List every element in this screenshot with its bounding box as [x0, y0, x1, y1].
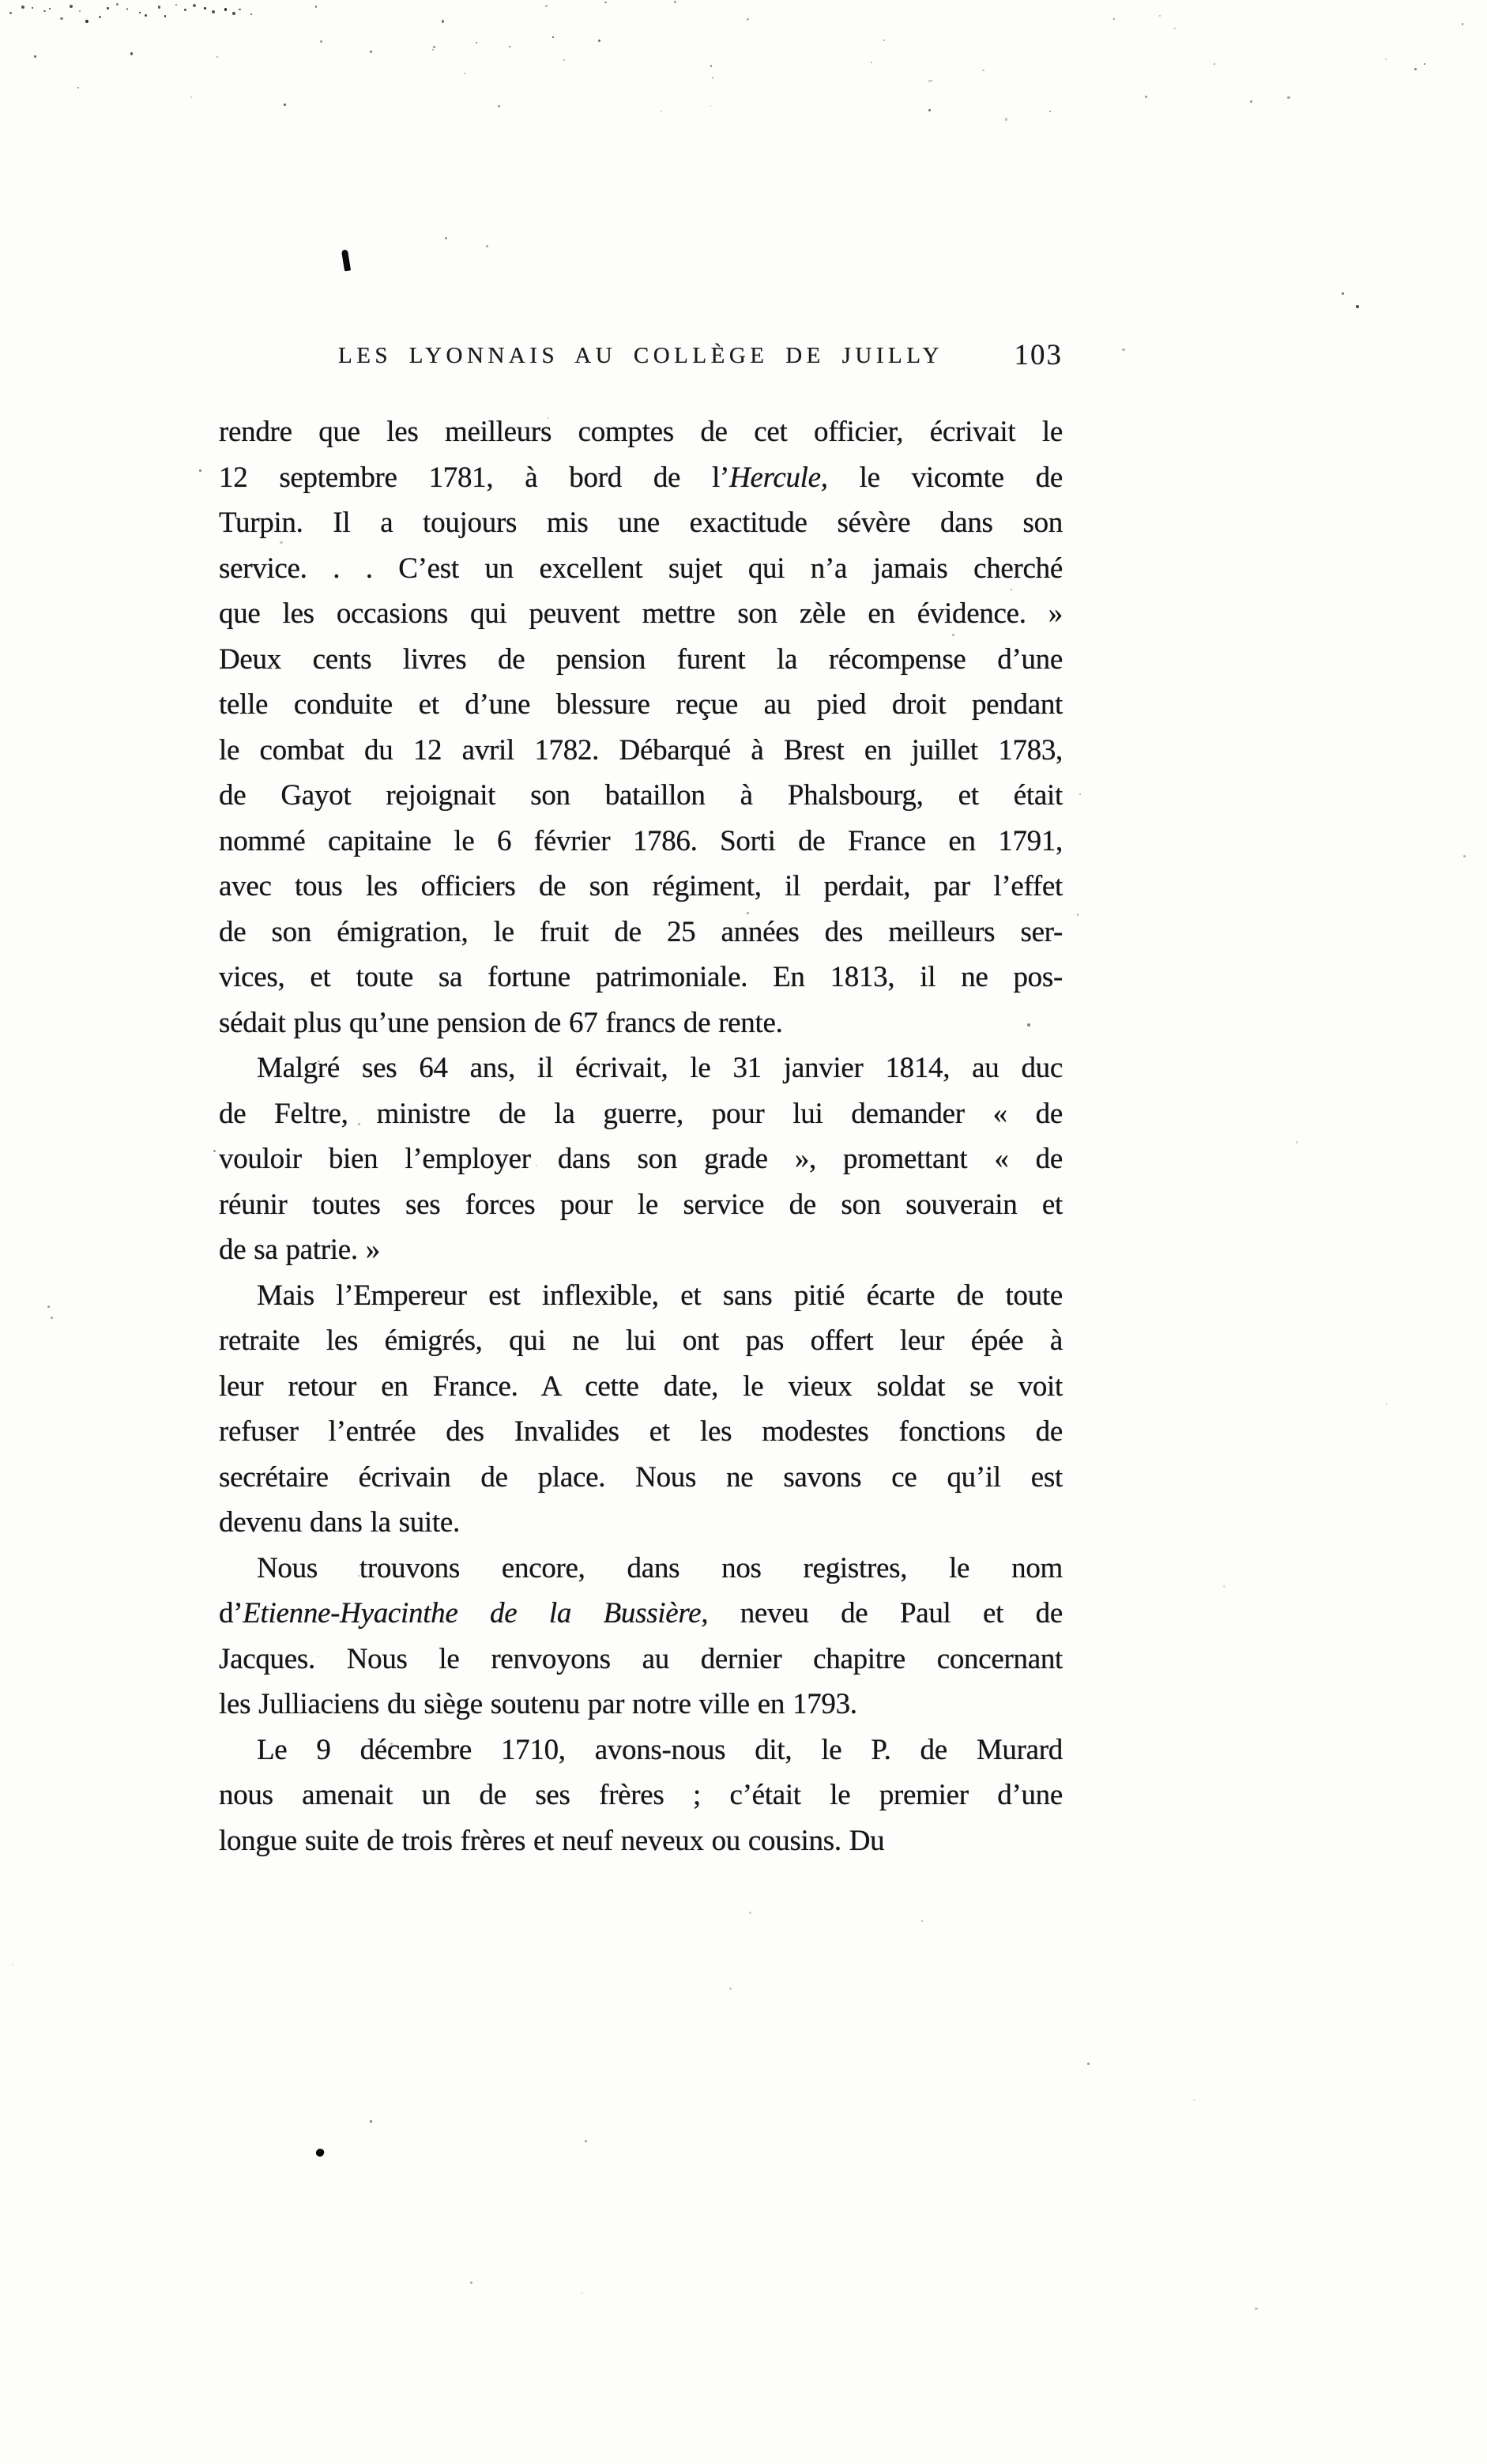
ink-speck: [107, 7, 109, 9]
ink-speck: [1005, 118, 1007, 120]
text-segment: devenu dans la suite.: [219, 1506, 460, 1539]
ink-speck: [1223, 1585, 1225, 1588]
ink-speck: [175, 4, 177, 6]
ink-speck: [1255, 2308, 1257, 2310]
text-line: [219, 1773, 1063, 1818]
ink-speck: [604, 2, 606, 3]
text-segment: avec tous les officiers de son régiment, il perdait, par l’effet: [219, 870, 1063, 902]
ink-speck: [158, 6, 160, 8]
ink-speck: [1414, 68, 1416, 70]
ink-speck: [747, 18, 749, 21]
ink-speck: [85, 20, 88, 23]
ink-speck: [21, 6, 24, 9]
ink-speck: [1385, 58, 1387, 60]
text-segment: telle conduite et d’une blessure reçue au pied droit pendant: [219, 688, 1063, 721]
text-segment: nommé capitaine le 6 février 1786. Sorti de France en 1791,: [219, 824, 1063, 857]
text-segment: Turpin. Il a toujours mis une exactitude sévère dans son: [219, 507, 1063, 539]
ink-speck: [12, 1964, 13, 1965]
ink-speck: [99, 16, 101, 18]
text-segment: Mais l’Empereur est inflexible, et sans pitié écarte de toute: [257, 1279, 1063, 1312]
ink-speck: [585, 2140, 587, 2142]
text-line: [219, 1364, 1063, 1410]
ink-blob: [315, 2148, 326, 2158]
text-segment: service. . . C’est un excellent sujet qui n’a jamais cherché: [219, 552, 1063, 585]
text-segment: de Gayot rejoignait son bataillon à Phalsbourg, et était: [219, 779, 1063, 812]
ink-speck: [250, 13, 252, 15]
text-segment: nous amenait un de ses frères ; c’était le premier d’une: [219, 1779, 1063, 1811]
text-line: [219, 1227, 1063, 1273]
ink-speck: [315, 6, 317, 7]
ink-speck: [1463, 855, 1466, 857]
text-line: [219, 1637, 1063, 1682]
ink-speck: [1424, 63, 1425, 65]
ink-speck: [982, 70, 984, 72]
ink-speck: [712, 77, 714, 79]
ink-speck: [921, 1920, 923, 1922]
ink-speck: [51, 1317, 53, 1319]
text-line: [219, 409, 1063, 455]
ink-speck: [883, 40, 885, 41]
text-line: [219, 1318, 1063, 1364]
ink-speck: [1122, 349, 1124, 351]
text-line: [219, 1000, 1063, 1046]
ink-speck: [34, 55, 36, 58]
running-head: [219, 340, 1063, 376]
ink-speck: [928, 80, 931, 82]
text-line: [219, 1046, 1063, 1091]
ink-speck: [598, 40, 600, 42]
ink-speck: [320, 40, 322, 43]
ink-speck: [239, 9, 241, 11]
text-segment: d’: [219, 1597, 243, 1629]
text-line: [219, 1455, 1063, 1501]
ink-speck: [1049, 111, 1051, 112]
text-line: [219, 1409, 1063, 1455]
ink-speck: [442, 20, 444, 22]
text-line: [219, 1500, 1063, 1546]
ink-speck: [552, 36, 554, 38]
ink-speck: [1077, 914, 1079, 915]
ink-speck: [581, 2293, 582, 2294]
ink-speck: [126, 8, 128, 9]
text-line: [219, 682, 1063, 728]
text-segment: secrétaire écrivain de place. Nous ne savons ce qu’il est: [219, 1460, 1063, 1494]
text-line: [219, 864, 1063, 910]
text-segment: Malgré ses 64 ans, il écrivait, le 31 janvier 1814, au duc: [257, 1052, 1063, 1084]
text-line: [219, 1591, 1063, 1637]
ink-speck: [871, 62, 872, 63]
ink-speck: [224, 8, 228, 11]
ink-speck: [193, 4, 196, 7]
ink-speck: [216, 56, 218, 58]
text-line: [219, 910, 1063, 955]
ink-speck: [47, 1305, 50, 1308]
text-segment: longue suite de trois frères et neuf neveux ou cousins. Du: [219, 1824, 885, 1857]
text-segment: refuser l’entrée des Invalides et les modestes fonctions de: [219, 1415, 1063, 1448]
text-line: [219, 1727, 1063, 1773]
ink-speck: [70, 5, 73, 8]
ink-speck: [1113, 18, 1116, 21]
ink-speck: [60, 17, 62, 20]
text-line: [219, 1273, 1063, 1319]
text-line: [219, 1682, 1063, 1727]
text-segment: rendre que les meilleurs comptes de cet officier, écrivait le: [219, 416, 1063, 448]
ink-speck: [1250, 100, 1252, 103]
text-line: [219, 546, 1063, 592]
text-line: [219, 728, 1063, 774]
text-segment: le combat du 12 avril 1782. Débarqué à Brest en juillet 1783,: [219, 733, 1063, 767]
ink-speck: [1159, 15, 1161, 17]
ink-speck: [139, 12, 141, 13]
ink-speck: [749, 1912, 751, 1914]
ink-speck: [284, 104, 286, 106]
text-segment: leur retour en France. A cette date, le vieux soldat se voit: [219, 1370, 1063, 1403]
ink-speck: [184, 9, 186, 10]
text-line: [219, 500, 1063, 546]
ink-speck: [199, 469, 201, 472]
text-segment: Jacques. Nous le renvoyons au dernier chapitre concernant: [219, 1642, 1063, 1675]
ink-speck: [710, 65, 712, 66]
ink-speck: [433, 46, 435, 47]
ink-speck: [130, 52, 133, 55]
ink-speck: [1193, 2099, 1195, 2100]
text-line: [219, 1091, 1063, 1137]
text-segment: le vicomte de: [827, 461, 1063, 494]
ink-speck: [43, 10, 45, 12]
ink-speck: [476, 42, 477, 43]
ink-speck: [509, 46, 510, 47]
text-segment: Le 9 décembre 1710, avons-nous dit, le P. de Murard: [257, 1733, 1063, 1766]
italic-text-segment: Etienne-Hyacinthe de la Bussière,: [243, 1597, 709, 1629]
ink-speck: [370, 2120, 372, 2123]
ink-speck: [1214, 63, 1215, 65]
ink-speck: [563, 59, 565, 61]
text-segment: Deux cents livres de pension furent la récompense d’une: [219, 642, 1063, 676]
ink-speck: [1462, 23, 1464, 25]
ink-speck: [445, 237, 447, 239]
text-line: [219, 773, 1063, 819]
text-segment: de son émigration, le fruit de 25 années des meilleurs ser-: [219, 915, 1063, 948]
ink-speck: [1296, 1141, 1297, 1143]
ink-speck: [1386, 1403, 1387, 1405]
ink-speck: [9, 12, 12, 14]
text-segment: de sa patrie. »: [219, 1234, 380, 1266]
ink-speck: [1174, 28, 1176, 30]
ink-speck: [32, 7, 33, 9]
ink-speck: [545, 5, 548, 7]
page-number: 103: [1014, 339, 1063, 371]
text-segment: sédait plus qu’une pension de 67 francs de rente.: [219, 1006, 783, 1039]
text-segment: de Feltre, ministre de la guerre, pour lui demander « de: [219, 1097, 1063, 1130]
text-segment: les Julliaciens du siège soutenu par notre ville en 1793.: [219, 1688, 857, 1720]
text-segment: vouloir bien l’employer dans son grade », promettant « de: [219, 1143, 1063, 1175]
ink-speck: [928, 109, 931, 111]
text-line: [219, 1182, 1063, 1228]
text-line: [219, 591, 1063, 637]
text-segment: 12 septembre 1781, à bord de l’: [219, 461, 730, 494]
text-segment: vices, et toute sa fortune patrimoniale. En 1813, il ne pos-: [219, 961, 1063, 993]
ink-speck: [1145, 96, 1147, 98]
text-line: [219, 1136, 1063, 1182]
ink-speck: [1087, 2063, 1090, 2065]
ink-speck: [164, 15, 166, 17]
ink-speck: [145, 14, 146, 16]
ink-speck: [204, 7, 206, 9]
ink-speck: [464, 73, 465, 74]
ink-speck: [1287, 96, 1289, 99]
italic-text-segment: Hercule,: [729, 461, 828, 494]
ink-speck: [1342, 292, 1344, 295]
ink-speck: [370, 51, 372, 53]
ink-speck: [432, 49, 434, 51]
text-line: [219, 955, 1063, 1000]
page-header-title: LES LYONNAIS AU COLLÈGE DE JUILLY: [337, 343, 944, 368]
text-segment: Nous trouvons encore, dans nos registres, le nom: [257, 1551, 1063, 1584]
ink-speck: [212, 10, 215, 13]
ink-speck: [213, 1150, 216, 1152]
ink-speck: [1356, 305, 1359, 308]
ink-speck: [77, 87, 79, 89]
page-body-text: [219, 409, 1063, 1863]
ink-mark: [341, 250, 351, 272]
text-line: [219, 819, 1063, 865]
ink-speck: [470, 2281, 472, 2284]
ink-speck: [661, 111, 662, 112]
text-line: [219, 1818, 1063, 1864]
ink-speck: [79, 10, 81, 12]
text-segment: retraite les émigrés, qui ne lui ont pas offert leur épée à: [219, 1324, 1063, 1357]
ink-speck: [232, 12, 235, 15]
ink-speck: [116, 3, 119, 6]
text-segment: que les occasions qui peuvent mettre son zèle en évidence. »: [219, 597, 1063, 630]
ink-speck: [498, 105, 500, 107]
text-segment: neveu de Paul et de: [708, 1597, 1063, 1629]
text-line: [219, 455, 1063, 501]
text-line: [219, 637, 1063, 683]
ink-speck: [486, 245, 488, 247]
ink-speck: [190, 96, 192, 98]
text-segment: réunir toutes ses forces pour le service de son souverain et: [219, 1188, 1063, 1221]
ink-speck: [1079, 793, 1082, 796]
ink-speck: [710, 105, 712, 107]
ink-speck: [674, 1, 676, 3]
text-line: [219, 1546, 1063, 1592]
ink-speck: [729, 1987, 732, 1990]
ink-speck: [49, 8, 51, 9]
ink-speck: [932, 80, 933, 81]
